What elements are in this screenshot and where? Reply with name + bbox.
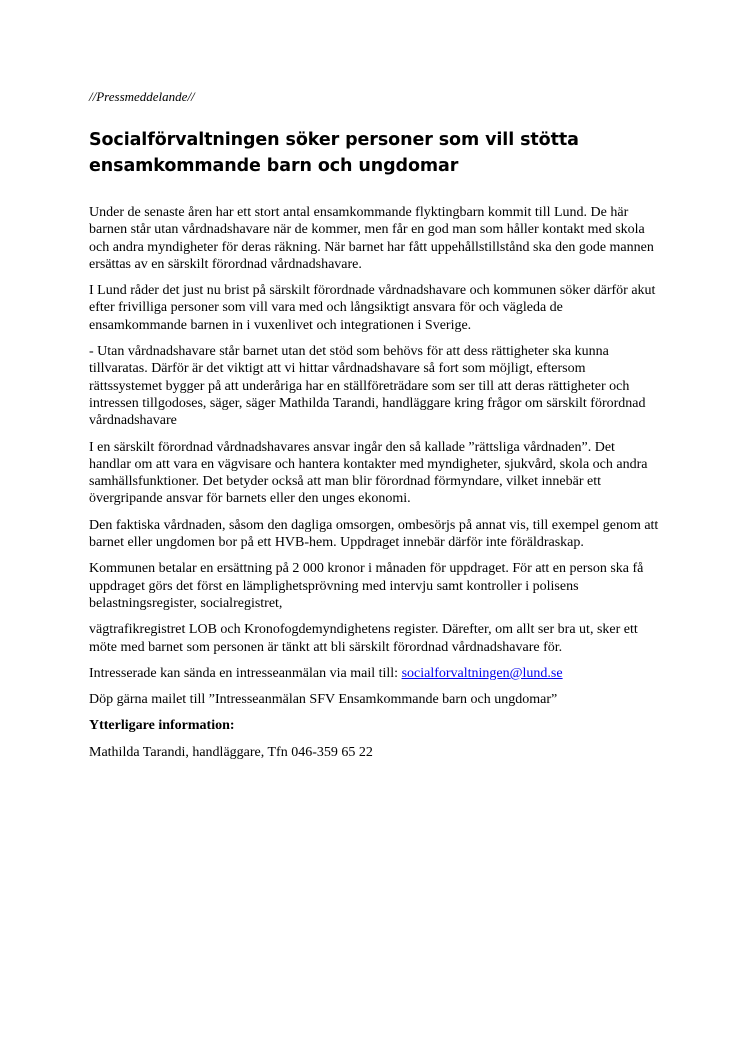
paragraph-interest (89, 665, 659, 682)
title-line-1: Socialförvaltningen söker personer som vill stötta (89, 130, 579, 150)
paragraph-quote: - Utan vårdnadshavare står barnet utan det stöd som behövs för att dess rättigheter ska kunna tillvaratas. Därför är det viktigt att vi hittar vårdnadshavare så fort som möjligt, eftersom rättssystemet bygger på att underåriga har en ställföreträdare som ser till att deras rättigheter och intressen tillgodoses, säger, säger Mathilda Tarandi, handläggare kring frågor om särskilt förordnad vårdnadshavare (89, 344, 646, 429)
title-line-2: ensamkommande barn och ungdomar (89, 156, 459, 176)
paragraph-compensation: Kommunen betalar en ersättning på 2 000 kronor i månaden för uppdraget. För att en person ska få uppdraget görs det först en lämplighetsprövning med intervju samt kontroller i polisens belastningsregister, socialregistret, (89, 561, 644, 611)
paragraph-registers: vägtrafikregistret LOB och Kronofogdemyndighetens register. Därefter, om allt ser bra ut, sker ett möte med barnet som personen är tänkt att bli särskilt förordnad vårdnadshavare för. (89, 622, 638, 655)
document-page (89, 88, 659, 770)
paragraph-actual-custody: Den faktiska vårdnaden, såsom den dagliga omsorgen, ombesörjs på annat vis, till exempel genom att barnet eller ungdomen bor på ett HVB-hem. Uppdraget innebär därför inte föräldraskap. (89, 517, 659, 551)
contact-line: Mathilda Tarandi, handläggare, Tfn 046-359 65 22 (89, 744, 373, 760)
info-heading: Ytterligare information: (89, 718, 235, 734)
document-title (89, 127, 659, 179)
press-release-label: //Pressmeddelande// (89, 89, 195, 104)
paragraph-shortage: I Lund råder det just nu brist på särskilt förordnade vårdnadshavare och kommunen söker därför akut efter frivilliga personer som vill vara med och långsiktigt ansvara för och vägleda de ensamkommande barnen in i vuxenlivet och integrationen i Sverige. (89, 283, 656, 333)
interest-text: Intresserade kan sända en intresseanmälan via mail till: (89, 665, 402, 681)
email-link[interactable]: socialforvaltningen@lund.se (401, 665, 563, 681)
paragraph-intro: Under de senaste åren har ett stort antal ensamkommande flyktingbarn kommit till Lund. De här barnen står utan vårdnadshavare när de kommer, men får en god man som håller kontakt med skola och andra myndigheter för deras räkning. När barnet har fått uppehållstillstånd ska den gode mannen ersättas av en särskilt förordnad vårdnadshavare. (89, 205, 654, 272)
paragraph-legal-custody: I en särskilt förordnad vårdnadshavares ansvar ingår den så kallade ”rättsliga vårdnaden”. Det handlar om att vara en vägvisare och hantera kontakter med myndigheter, sjukvård, skola och andra samhällsfunktioner. Det betyder också att man blir förordnad förmyndare, vilket innebär ett övergripande ansvar för barnets eller den unges ekonomi. (89, 439, 648, 507)
paragraph-subject: Döp gärna mailet till ”Intresseanmälan SFV Ensamkommande barn och ungdomar” (89, 692, 558, 708)
